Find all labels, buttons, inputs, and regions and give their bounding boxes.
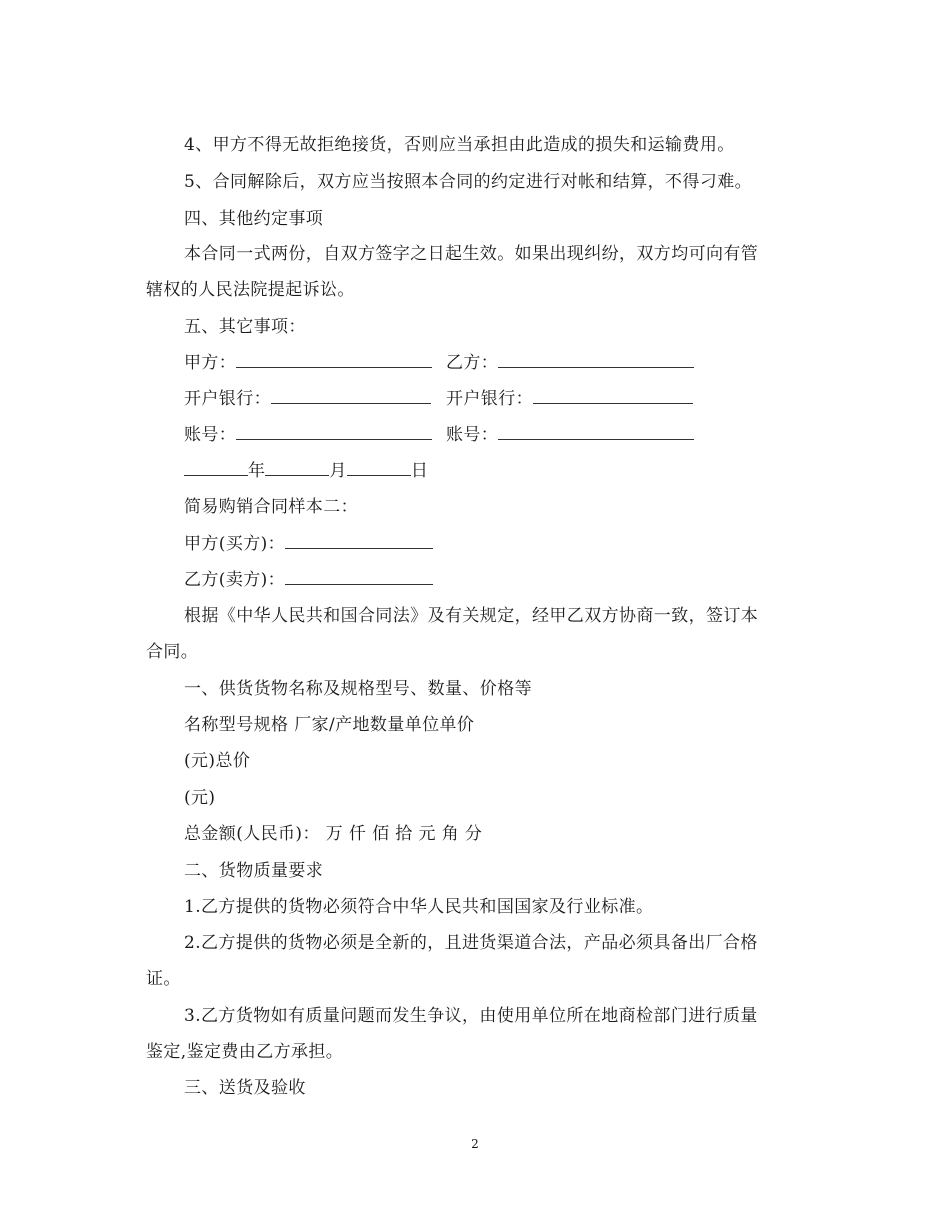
party-b-field (446, 351, 694, 375)
page-number: 2 (471, 1137, 479, 1151)
account-b-blank (498, 423, 694, 440)
bank-a-blank (271, 387, 431, 404)
bank-b-label: 开户银行： (446, 389, 533, 409)
validity-paragraph-line1: 本合同一式两份，自双方签字之日起生效。如果出现纠纷，双方均可向有管 (184, 244, 759, 264)
buyer-label: 甲方(买方)： (184, 534, 286, 554)
account-b-label: 账号： (446, 425, 499, 445)
account-a-blank (236, 423, 432, 440)
year-label: 年 (248, 461, 266, 481)
month-label: 月 (329, 461, 347, 481)
buyer-field (184, 532, 433, 556)
account-b-field (446, 423, 694, 447)
year-blank (184, 459, 248, 476)
section-2-heading: 二、货物质量要求 (184, 861, 324, 881)
quality-clause-2-line2: 证。 (146, 969, 181, 989)
date-field (184, 459, 428, 483)
party-a-field (184, 351, 432, 375)
party-b-blank (498, 351, 694, 368)
clause-4-text: 4、甲方不得无故拒绝接货，否则应当承担由此造成的损失和运输费用。 (184, 135, 735, 155)
section-4-heading: 四、其他约定事项 (184, 209, 324, 229)
bank-b-field (446, 387, 693, 411)
quality-clause-2-line1: 2.乙方提供的货物必须是全新的，且进货渠道合法，产品必须具备出厂合格 (184, 933, 758, 953)
party-b-label: 乙方： (446, 353, 499, 373)
day-label: 日 (410, 461, 429, 481)
section-3-heading: 三、送货及验收 (184, 1078, 306, 1098)
account-a-field (184, 423, 432, 447)
buyer-blank (285, 532, 433, 549)
section-5-heading: 五、其它事项： (184, 317, 306, 337)
quality-clause-1: 1.乙方提供的货物必须符合中华人民共和国国家及行业标准。 (184, 897, 654, 917)
total-amount-line: 总金额(人民币)： 万 仟 佰 拾 元 角 分 (184, 824, 483, 844)
quality-clause-3-line1: 3.乙方货物如有质量问题而发生争议，由使用单位所在地商检部门进行质量 (184, 1006, 758, 1026)
month-blank (265, 459, 329, 476)
bank-a-label: 开户银行： (184, 389, 271, 409)
validity-paragraph-line2: 辖权的人民法院提起诉讼。 (146, 280, 355, 300)
unit-yuan-label: (元) (184, 788, 216, 808)
bank-b-blank (533, 387, 693, 404)
basis-paragraph-line1: 根据《中华人民共和国合同法》及有关规定，经甲乙双方协商一致，签订本 (184, 606, 759, 626)
seller-field (184, 568, 433, 592)
party-a-label: 甲方： (184, 353, 237, 373)
seller-label: 乙方(卖方)： (184, 570, 286, 590)
unit-total-label: (元)总价 (184, 751, 251, 771)
seller-blank (285, 568, 433, 585)
day-blank (347, 459, 411, 476)
clause-5-text: 5、合同解除后，双方应当按照本合同的约定进行对帐和结算，不得刁难。 (184, 172, 753, 192)
goods-table-header: 名称型号规格 厂家/产地数量单位单价 (184, 715, 475, 735)
bank-a-field (184, 387, 431, 411)
basis-paragraph-line2: 合同。 (146, 642, 199, 662)
section-1-heading: 一、供货货物名称及规格型号、数量、价格等 (184, 679, 532, 699)
party-a-blank (236, 351, 432, 368)
quality-clause-3-line2: 鉴定,鉴定费由乙方承担。 (146, 1042, 344, 1062)
account-a-label: 账号： (184, 425, 237, 445)
sample-2-heading: 简易购销合同样本二： (184, 497, 358, 517)
